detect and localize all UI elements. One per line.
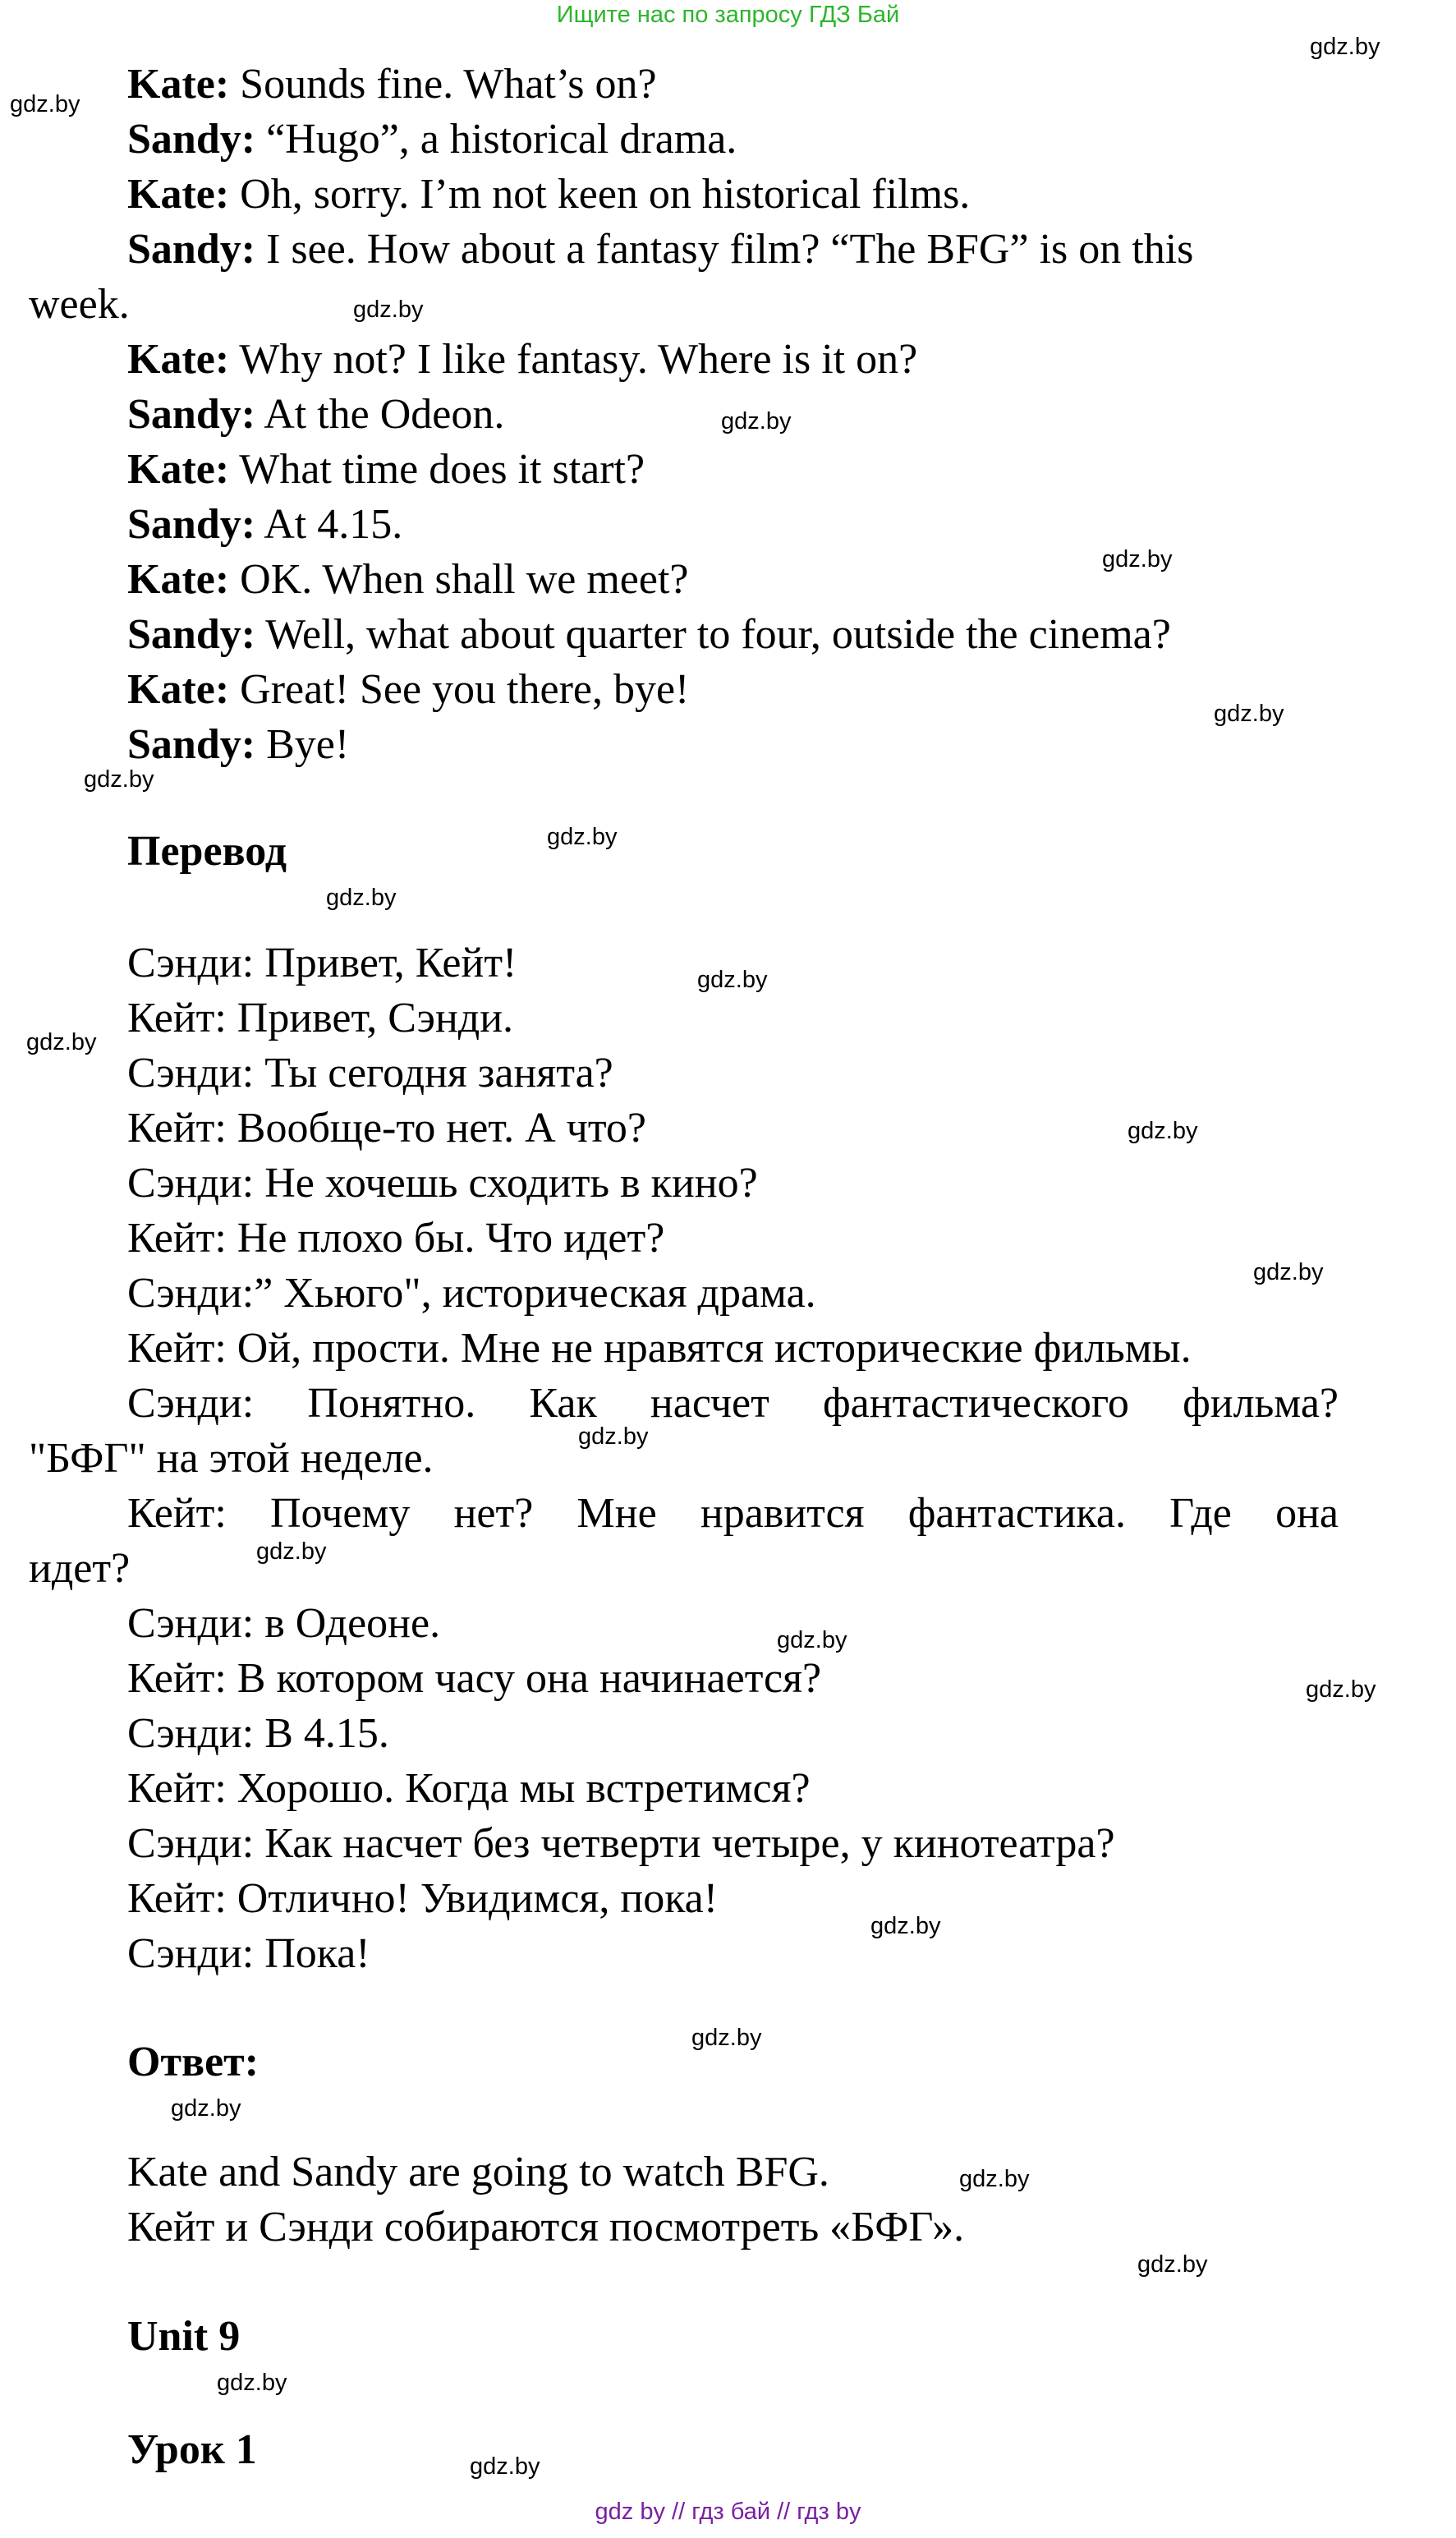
dialogue-line — [127, 223, 1193, 277]
translation-line: Сэнди: Не хочешь сходить в кино? — [127, 1160, 758, 1207]
line-text: Oh, sorry. I’m not keen on historical films. — [229, 171, 971, 218]
answer-line: Kate and Sandy are going to watch BFG. — [127, 2149, 829, 2195]
speaker-name: Sandy: — [127, 611, 256, 658]
watermark: gdz.by — [326, 885, 397, 911]
line-text: At the Odeon. — [255, 391, 505, 438]
line-text: Great! See you there, bye! — [229, 666, 690, 713]
line-text: At 4.15. — [255, 501, 403, 548]
dialogue-line — [127, 718, 349, 772]
watermark: gdz.by — [1128, 1118, 1198, 1144]
speaker-name: Sandy: — [127, 721, 256, 768]
dialogue-line — [127, 498, 402, 552]
line-text: Sounds fine. What’s on? — [229, 61, 657, 108]
watermark: gdz.by — [171, 2095, 241, 2122]
answer-line: Кейт и Сэнди собираются посмотреть «БФГ». — [127, 2204, 965, 2251]
dialogue-line — [127, 663, 689, 717]
line-text: Why not? I like fantasy. Where is it on? — [229, 336, 918, 383]
translation-line: Сэнди: В 4.15. — [127, 1710, 389, 1757]
speaker-name: Sandy: — [127, 226, 256, 273]
dialogue-line — [127, 553, 688, 607]
dialogue-line — [127, 168, 970, 222]
line-text: I see. How about a fantasy film? “The BFG” is on this — [255, 226, 1194, 273]
translation-heading: Перевод — [127, 828, 287, 875]
line-text: Well, what about quarter to four, outside the cinema? — [255, 611, 1171, 658]
watermark: gdz.by — [697, 967, 768, 993]
watermark: gdz.by — [578, 1423, 649, 1450]
translation-line: Сэнди: Привет, Кейт! — [127, 940, 517, 986]
translation-line: Кейт: Привет, Сэнди. — [127, 995, 514, 1041]
translation-line: Кейт: Не плохо бы. Что идет? — [127, 1215, 665, 1262]
dialogue-line — [127, 388, 504, 442]
line-text: OK. When shall we meet? — [229, 556, 689, 603]
translation-continuation: "БФГ" на этой неделе. — [29, 1435, 434, 1482]
translation-line: Сэнди: Как насчет без четверти четыре, у кинотеатра? — [127, 1820, 1115, 1867]
translation-line: Кейт: Почему нет? Мне нравится фантастика. Где она — [127, 1490, 1339, 1537]
speaker-name: Kate: — [127, 666, 230, 713]
speaker-name: Sandy: — [127, 391, 256, 438]
lesson-heading: Урок 1 — [127, 2426, 257, 2473]
dialogue-continuation: week. — [29, 281, 130, 328]
watermark: gdz.by — [721, 408, 792, 434]
speaker-name: Kate: — [127, 61, 230, 108]
speaker-name: Sandy: — [127, 116, 256, 163]
speaker-name: Kate: — [127, 336, 230, 383]
watermark: gdz.by — [217, 2370, 287, 2396]
watermark: gdz.by — [959, 2166, 1030, 2192]
translation-line: Кейт: Хорошо. Когда мы встретимся? — [127, 1765, 811, 1812]
watermark: gdz.by — [84, 766, 154, 793]
translation-line: Сэнди: Ты сегодня занята? — [127, 1050, 613, 1097]
line-text: What time does it start? — [229, 446, 645, 493]
watermark: gdz.by — [777, 1627, 847, 1653]
translation-line: Кейт: В котором часу она начинается? — [127, 1655, 822, 1702]
watermark: gdz.by — [1102, 546, 1173, 572]
bottom-banner: gdz by // гдз бай // гдз by — [595, 2499, 861, 2525]
watermark: gdz.by — [1253, 1259, 1324, 1285]
watermark: gdz.by — [1214, 701, 1284, 727]
watermark: gdz.by — [1310, 34, 1380, 60]
watermark: gdz.by — [547, 824, 618, 850]
translation-line: Сэнди: в Одеоне. — [127, 1600, 441, 1647]
translation-line: Сэнди: Пока! — [127, 1930, 370, 1977]
watermark: gdz.by — [10, 91, 80, 117]
line-text: Bye! — [255, 721, 350, 768]
watermark: gdz.by — [870, 1913, 941, 1939]
speaker-name: Sandy: — [127, 501, 256, 548]
speaker-name: Kate: — [127, 171, 230, 218]
watermark: gdz.by — [26, 1029, 97, 1055]
line-text: “Hugo”, a historical drama. — [255, 116, 737, 163]
translation-line: Кейт: Вообще-то нет. А что? — [127, 1105, 646, 1152]
translation-continuation: идет? — [29, 1545, 131, 1592]
translation-line: Кейт: Отлично! Увидимся, пока! — [127, 1875, 719, 1922]
answer-heading: Ответ: — [127, 2039, 260, 2085]
speaker-name: Kate: — [127, 446, 230, 493]
dialogue-line — [127, 608, 1171, 662]
top-banner: Ищите нас по запросу ГДЗ Бай — [556, 2, 900, 28]
watermark: gdz.by — [470, 2453, 540, 2480]
watermark: gdz.by — [1306, 1676, 1376, 1703]
dialogue-line — [127, 57, 657, 112]
dialogue-line — [127, 113, 737, 167]
dialogue-line — [127, 443, 645, 497]
watermark: gdz.by — [256, 1538, 327, 1565]
watermark: gdz.by — [353, 297, 424, 323]
translation-line: Сэнди: Понятно. Как насчет фантастического фильма? — [127, 1380, 1339, 1427]
translation-line: Сэнди:” Хьюго", историческая драма. — [127, 1270, 816, 1317]
watermark: gdz.by — [691, 2025, 762, 2051]
unit-heading: Unit 9 — [127, 2313, 241, 2360]
dialogue-line — [127, 333, 917, 387]
speaker-name: Kate: — [127, 556, 230, 603]
translation-line: Кейт: Ой, прости. Мне не нравятся исторические фильмы. — [127, 1325, 1192, 1372]
watermark: gdz.by — [1137, 2251, 1208, 2278]
